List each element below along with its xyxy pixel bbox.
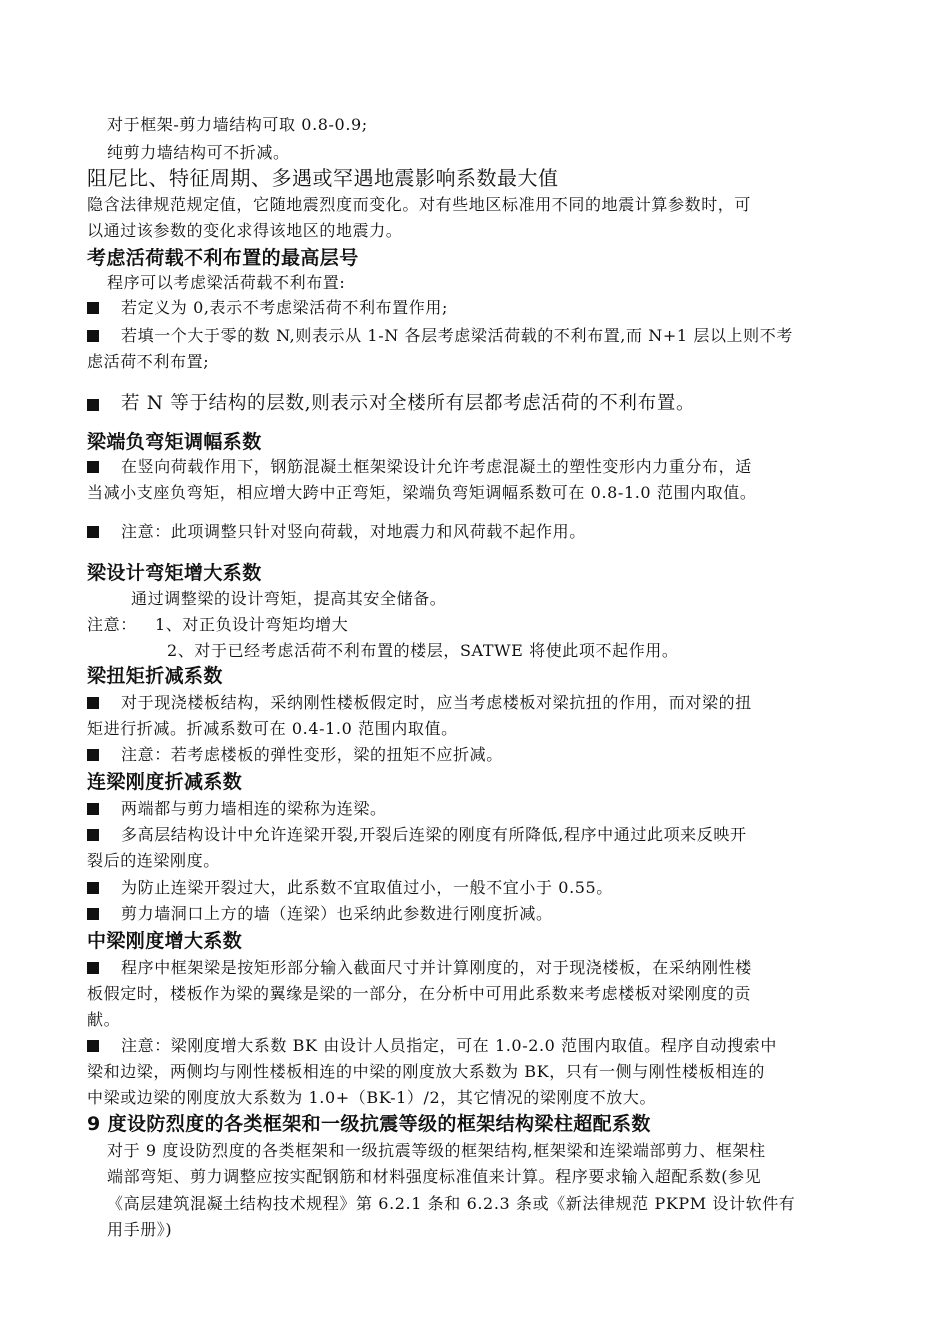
text-line: 多高层结构设计中允许连梁开裂,开裂后连梁的刚度有所降低,程序中通过此项来反映开 [121, 825, 747, 844]
bullet-square-icon [87, 829, 99, 841]
text-line: 程序中框架梁是按矩形部分输入截面尺寸并计算刚度的，对于现浇楼板，在采纳刚性楼 [121, 958, 752, 977]
text-line: 裂后的连梁刚度。 [87, 851, 220, 870]
text-line: 《高层建筑混凝土结构技术规程》第 6.2.1 条和 6.2.3 条或《新法律规范 PKPM 设计软件有 [107, 1194, 796, 1213]
text-line: 当减小支座负弯矩，相应增大跨中正弯矩，梁端负弯矩调幅系数可在 0.8-1.0 范围内取值。 [87, 483, 757, 502]
bullet-square-icon [87, 330, 99, 342]
text-line: 程序可以考虑梁活荷载不利布置: [107, 273, 346, 292]
bullet-square-icon [87, 399, 99, 411]
text-line: 对于框架-剪力墙结构可取 0.8-0.9; [107, 115, 368, 134]
text-line: 通过调整梁的设计弯矩，提高其安全储备。 [131, 589, 447, 608]
text-line: 1、对正负设计弯矩均增大 [155, 615, 349, 634]
text-line: 虑活荷不利布置; [87, 352, 210, 371]
bullet-square-icon [87, 803, 99, 815]
bullet-square-icon [87, 749, 99, 761]
text-line: 对于 9 度设防烈度的各类框架和一级抗震等级的框架结构,框架梁和连梁端部剪力、框架柱 [107, 1141, 766, 1160]
text-line: 纯剪力墙结构可不折减。 [107, 143, 290, 162]
bullet-square-icon [87, 882, 99, 894]
text-line: 隐含法律规范规定值，它随地震烈度而变化。对有些地区标准用不同的地震计算参数时，可 [87, 195, 752, 214]
section-heading: 9 度设防烈度的各类框架和一级抗震等级的框架结构梁柱超配系数 [87, 1113, 651, 1135]
text-line: 用手册》) [107, 1220, 173, 1239]
section-heading: 中梁刚度增大系数 [87, 930, 243, 952]
text-line: 2、对于已经考虑活荷不利布置的楼层，SATWE 将使此项不起作用。 [167, 641, 679, 660]
text-line: 献。 [87, 1010, 121, 1029]
bullet-square-icon [87, 1040, 99, 1052]
text-line: 中梁或边梁的刚度放大系数为 1.0+（BK-1）/2，其它情况的梁刚度不放大。 [87, 1088, 657, 1107]
bullet-square-icon [87, 697, 99, 709]
section-heading: 梁设计弯矩增大系数 [87, 562, 262, 584]
text-line: 梁和边梁，两侧均与刚性楼板相连的中梁的刚度放大系数为 BK，只有一侧与刚性楼板相连的 [87, 1062, 765, 1081]
text-line: 矩进行折减。折减系数可在 0.4-1.0 范围内取值。 [87, 719, 458, 738]
text-line: 对于现浇楼板结构，采纳刚性楼板假定时，应当考虑楼板对梁抗扭的作用，而对梁的扭 [121, 693, 752, 712]
section-heading: 连梁刚度折减系数 [87, 771, 243, 793]
bullet-square-icon [87, 302, 99, 314]
text-line: 在竖向荷载作用下，钢筋混凝土框架梁设计允许考虑混凝土的塑性变形内力重分布，适 [121, 457, 752, 476]
text-line: 以通过该参数的变化求得该地区的地震力。 [87, 221, 403, 240]
section-heading: 梁扭矩折减系数 [87, 665, 223, 687]
note-label: 注意： [87, 615, 137, 634]
text-line: 若填一个大于零的数 N,则表示从 1-N 各层考虑梁活荷载的不利布置,而 N+1 层以上则不考 [121, 326, 793, 345]
section-heading: 阻尼比、特征周期、多遇或罕遇地震影响系数最大值 [87, 166, 559, 190]
bullet-square-icon [87, 461, 99, 473]
bullet-square-icon [87, 962, 99, 974]
text-line: 注意：梁刚度增大系数 BK 由设计人员指定，可在 1.0-2.0 范围内取值。程序自动搜索中 [121, 1036, 777, 1055]
text-line: 端部弯矩、剪力调整应按实配钢筋和材料强度标准值来计算。程序要求输入超配系数(参见 [107, 1167, 762, 1186]
text-line: 注意：若考虑楼板的弹性变形，梁的扭矩不应折减。 [121, 745, 503, 764]
section-heading: 考虑活荷载不利布置的最高层号 [87, 247, 359, 269]
text-line: 注意：此项调整只针对竖向荷载，对地震力和风荷载不起作用。 [121, 522, 586, 541]
bullet-square-icon [87, 908, 99, 920]
text-line: 剪力墙洞口上方的墙（连梁）也采纳此参数进行刚度折减。 [121, 904, 553, 923]
text-line: 若定义为 0,表示不考虑梁活荷不利布置作用; [121, 298, 448, 317]
text-line: 板假定时，楼板作为梁的翼缘是梁的一部分，在分析中可用此系数来考虑楼板对梁刚度的贡 [87, 984, 752, 1003]
text-line: 为防止连梁开裂过大，此系数不宜取值过小，一般不宜小于 0.55。 [121, 878, 613, 897]
text-line: 两端都与剪力墙相连的梁称为连梁。 [121, 799, 387, 818]
bullet-square-icon [87, 526, 99, 538]
section-heading: 梁端负弯矩调幅系数 [87, 431, 262, 453]
text-line: 若 N 等于结构的层数,则表示对全楼所有层都考虑活荷的不利布置。 [121, 393, 696, 414]
